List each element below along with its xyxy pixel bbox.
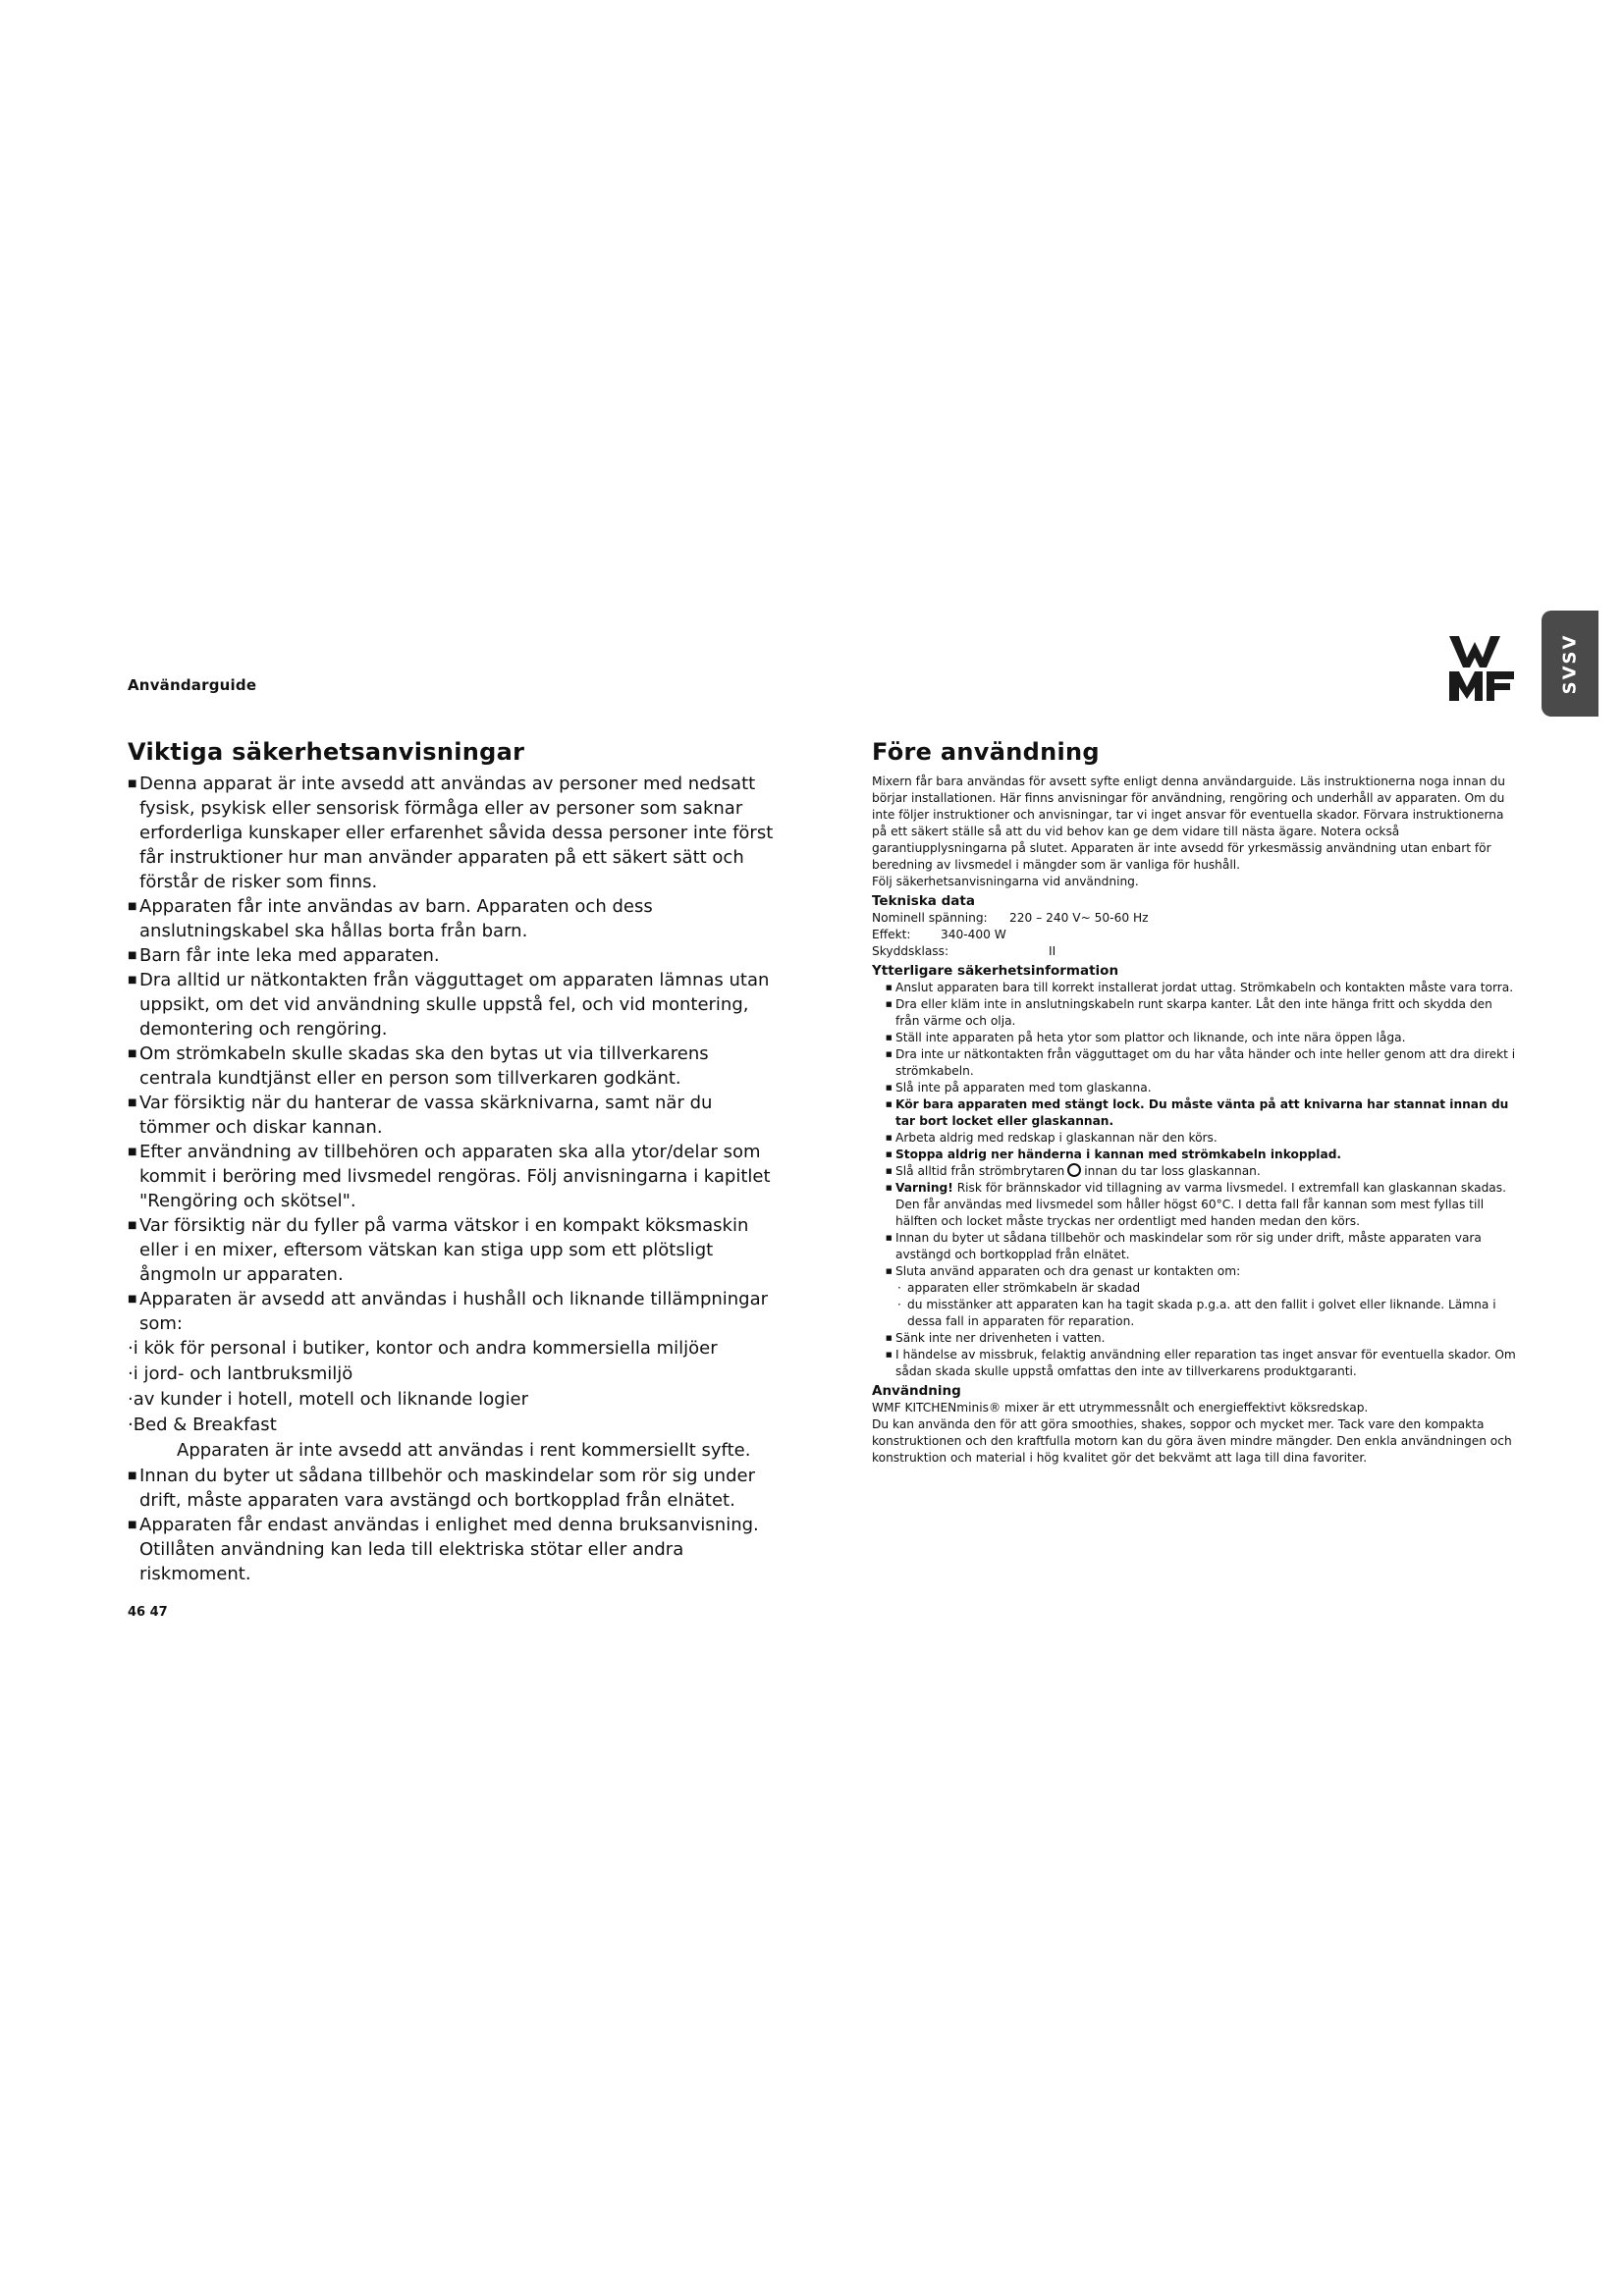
spec-label: Nominell spänning: <box>872 911 988 925</box>
extra-safety-heading: Ytterligare säkerhetsinformation <box>872 963 1119 979</box>
list-item: ■ Om strömkabeln skulle skadas ska den bytas ut via tillverkarens centrala kundtjänst eller en person som tillverkaren godkänt. <box>128 1041 785 1091</box>
sub-list-item: · av kunder i hotell, motell och liknande logier <box>128 1387 785 1413</box>
list-item: ■ Arbeta aldrig med redskap i glaskannan när den körs. <box>886 1130 1520 1147</box>
sub-list-item: · apparaten eller strömkabeln är skadad <box>897 1280 1520 1297</box>
safety-list-continued <box>128 1464 785 1586</box>
spec-row-power <box>872 927 1520 943</box>
list-item: ■ Innan du byter ut sådana tillbehör och maskindelar som rör sig under drift, måste apparaten vara avstängd och bortkopplad från elnätet. <box>886 1230 1520 1263</box>
spec-value: 340-400 W <box>941 928 1006 941</box>
power-off-circle-icon <box>1067 1163 1081 1177</box>
list-item: ■ Anslut apparaten bara till korrekt installerat jordat uttag. Strömkabeln och kontakten måste vara torra. <box>886 980 1520 996</box>
intro-paragraph-2: Följ säkerhetsanvisningarna vid användning. <box>872 875 1139 888</box>
header-label: Användarguide <box>128 676 257 694</box>
tech-data-heading: Tekniska data <box>872 893 975 909</box>
spec-value: 220 – 240 V~ 50-60 Hz <box>1009 911 1149 925</box>
list-item: ■ Kör bara apparaten med stängt lock. Du måste vänta på att knivarna har stannat innan du tar bort locket eller glaskannan. <box>886 1096 1520 1130</box>
usage-paragraph-2: Du kan använda den för att göra smoothies, shakes, soppor och mycket mer. Tack vare den kompakta konstruktionen och den kraftfulla motorn kan du göra även mindre mängder. Den enkla användningen och konstruktion och material i hög kvalitet gör det bekvämt att laga till dina favoriter. <box>872 1417 1512 1465</box>
list-item <box>886 1163 1520 1180</box>
wmf-logo <box>1447 634 1516 703</box>
list-item: ■ Var försiktig när du fyller på varma vätskor i en kompakt köksmaskin eller i en mixer, eftersom vätskan kan stiga upp som ett plötsligt ångmoln ur apparaten. <box>128 1213 785 1287</box>
list-item: ■ Dra eller kläm inte in anslutningskabeln runt skarpa kanter. Låt den inte hänga fritt och skydda den från värme och olja. <box>886 996 1520 1030</box>
list-item: ■ Efter användning av tillbehören och apparaten ska alla ytor/delar som kommit i beröring med livsmedel rengöras. Följ anvisningarna i kapitlet "Rengöring och skötsel". <box>128 1140 785 1213</box>
language-tab[interactable] <box>1542 611 1598 717</box>
list-item <box>886 1180 1520 1230</box>
spec-value: II <box>1049 944 1056 958</box>
switch-off-text: Slå alltid från strömbrytaren <box>895 1164 1065 1178</box>
list-item: ■ Dra inte ur nätkontakten från vägguttaget om du har våta händer och inte heller genom att dra direkt i strömkabeln. <box>886 1046 1520 1080</box>
safety-instructions-section <box>128 738 785 1586</box>
usage-paragraph-1: WMF KITCHENminis® mixer är ett utrymmessnålt och energieffektivt köksredskap. <box>872 1401 1369 1415</box>
list-item: ■ Apparaten är avsedd att användas i hushåll och liknande tillämpningar som: <box>128 1287 785 1336</box>
list-item: ■ Stoppa aldrig ner händerna i kannan med strömkabeln inkopplad. <box>886 1147 1520 1163</box>
extra-safety-list <box>872 980 1520 1280</box>
list-item: ■ I händelse av missbruk, felaktig användning eller reparation tas inget ansvar för eventuella skador. Om sådan skada skulle uppstå omfattas den inte av tillverkarens produktgaranti. <box>886 1347 1520 1380</box>
list-item: ■ Ställ inte apparaten på heta ytor som plattor och liknande, och inte nära öppen låga. <box>886 1030 1520 1046</box>
spec-row-class <box>872 943 1520 960</box>
list-item: ■ Dra alltid ur nätkontakten från vägguttaget om apparaten lämnas utan uppsikt, om det vid användning skulle uppstå fel, och vid montering, demontering och rengöring. <box>128 968 785 1041</box>
list-item: ■ Apparaten får endast användas i enlighet med denna bruksanvisning. Otillåten användning kan leda till elektriska stötar eller andra riskmoment. <box>128 1513 785 1586</box>
language-tab-label: SVSV <box>1559 633 1581 694</box>
commercial-note: Apparaten är inte avsedd att användas i rent kommersiellt syfte. <box>177 1440 751 1461</box>
switch-off-text-end: innan du tar loss glaskannan. <box>1084 1164 1261 1178</box>
extra-safety-list-continued <box>872 1330 1520 1380</box>
before-use-section <box>872 738 1520 1467</box>
list-item: ■ Var försiktig när du hanterar de vassa skärknivarna, samt när du tömmer och diskar kannan. <box>128 1091 785 1140</box>
safety-title: Viktiga säkerhetsanvisningar <box>128 738 525 766</box>
list-item: ■ Sluta använd apparaten och dra genast ur kontakten om: <box>886 1263 1520 1280</box>
spec-label: Skyddsklass: <box>872 944 949 958</box>
list-item: ■ Apparaten får inte användas av barn. Apparaten och dess anslutningskabel ska hållas borta från barn. <box>128 894 785 943</box>
list-item: ■ Slå inte på apparaten med tom glaskanna. <box>886 1080 1520 1096</box>
list-item: ■ Denna apparat är inte avsedd att användas av personer med nedsatt fysisk, psykisk eller sensorisk förmåga eller av personer som saknar erforderliga kunskaper eller erfarenhet såvida dessa personer inte först får instruktioner hur man använder apparaten på ett säkert sätt och förstår de risker som finns. <box>128 772 785 894</box>
list-item: ■ Sänk inte ner drivenheten i vatten. <box>886 1330 1520 1347</box>
safety-list <box>128 772 785 1336</box>
list-item: ■ Barn får inte leka med apparaten. <box>128 943 785 968</box>
intro-paragraph: Mixern får bara användas för avsett syfte enligt denna användarguide. Läs instruktionerna noga innan du börjar installationen. Här finns anvisningar för användning, rengöring och underhåll av apparaten. Om du inte följer instruktioner och anvisningar, tar vi inget ansvar för eventuella skador. Förvara instruktionerna på ett säkert ställe så att du vid behov kan ge dem vidare till nästa ägare. Notera också garantiupplysningarna på slutet. Apparaten är inte avsedd för yrkesmässig användning utan enbart för beredning av livsmedel i mängder som är vanliga för hushåll. <box>872 774 1505 872</box>
sub-list-item: · du misstänker att apparaten kan ha tagit skada p.g.a. att den fallit i golvet eller liknande. Lämna i dessa fall in apparaten för reparation. <box>897 1297 1520 1330</box>
usage-heading: Användning <box>872 1383 961 1399</box>
before-use-title: Före användning <box>872 738 1100 766</box>
spec-label: Effekt: <box>872 928 911 941</box>
stop-use-sub-list <box>872 1280 1520 1330</box>
list-item: ■ Innan du byter ut sådana tillbehör och maskindelar som rör sig under drift, måste apparaten vara avstängd och bortkopplad från elnätet. <box>128 1464 785 1513</box>
warning-label: Varning! <box>895 1181 953 1195</box>
spec-row-voltage <box>872 910 1520 927</box>
sub-list-item: · i kök för personal i butiker, kontor och andra kommersiella miljöer <box>128 1336 785 1362</box>
page-numbers: 46 47 <box>128 1605 168 1620</box>
warning-text: Risk för brännskador vid tillagning av varma livsmedel. I extremfall kan glaskannan skadas. Den får användas med livsmedel som håller högst 60°C. I detta fall får kannan som mest fyllas till hälften och locket måste tryckas ner ordentligt med handen medan den körs. <box>895 1181 1507 1228</box>
sub-list-item: · i jord- och lantbruksmiljö <box>128 1362 785 1387</box>
usage-sub-list <box>128 1336 785 1438</box>
sub-list-item: · Bed & Breakfast <box>128 1413 785 1438</box>
